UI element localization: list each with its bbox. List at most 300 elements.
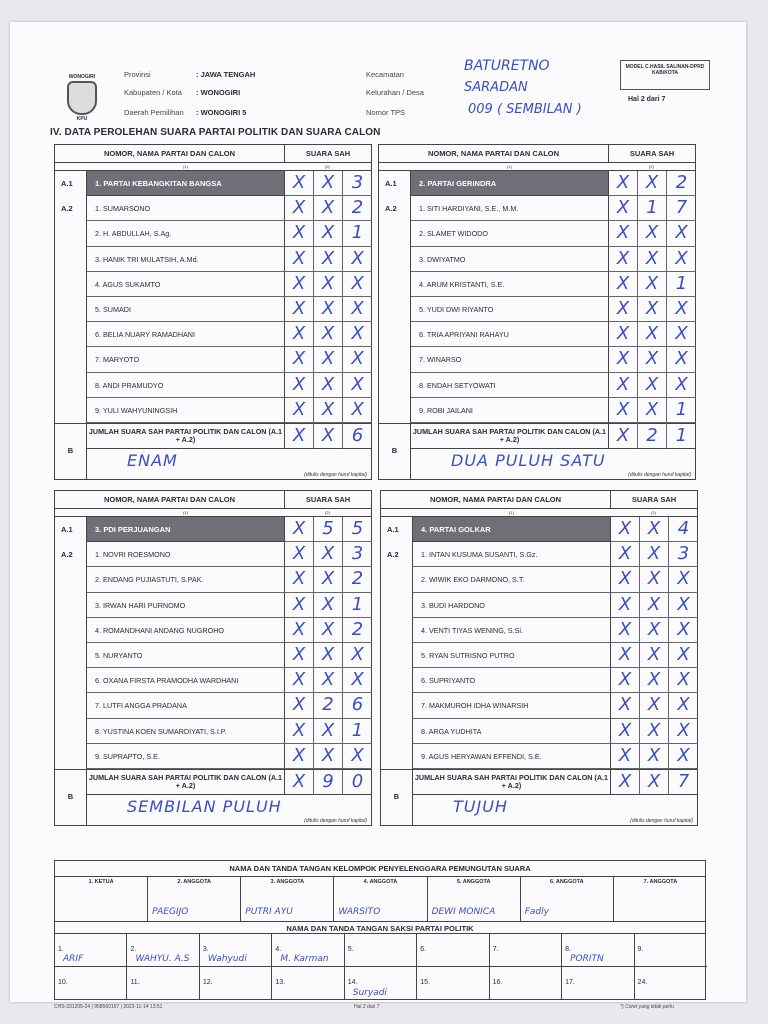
candidate-name: 6. SUPRIYANTO	[413, 668, 611, 693]
vote-digit-1[interactable]: X	[285, 347, 314, 372]
total-label: JUMLAH SUARA SAH PARTAI POLITIK DAN CALON (A.1 + A.2)	[413, 769, 611, 795]
candidate-name: 7. MAKMUROH IDHA WINARSIH	[413, 693, 611, 718]
saksi-number: 10.	[58, 979, 68, 986]
total-row	[379, 423, 695, 455]
kpps-role: 2. ANGGOTA	[177, 879, 212, 885]
candidate-name: 6. TRIA APRIYANI RAHAYU	[411, 322, 609, 347]
kpps-signature[interactable]: PAEGIJO	[152, 907, 189, 917]
vote-digit-2[interactable]: X	[640, 593, 669, 618]
vote-digit-2[interactable]: X	[640, 744, 669, 769]
vote-digit-3[interactable]: X	[667, 297, 696, 322]
vote-digit-1[interactable]: X	[285, 618, 314, 643]
candidate-name: 2. SLAMET WIDODO	[411, 221, 609, 246]
row-code	[55, 567, 87, 592]
candidate-row	[379, 347, 695, 372]
vote-digit-3[interactable]: X	[667, 221, 696, 246]
total-code: B	[55, 423, 87, 479]
vote-digit-2[interactable]: X	[640, 618, 669, 643]
vote-digit-3[interactable]: X	[667, 373, 696, 398]
vote-digit-1[interactable]: X	[285, 322, 314, 347]
candidate-name: 5. YUDI DWI RIYANTO	[411, 297, 609, 322]
kpps-member-cell	[148, 877, 241, 921]
vote-digit-3[interactable]: 4	[669, 517, 698, 542]
vote-digit-1[interactable]: X	[285, 171, 314, 196]
vote-digit-3[interactable]: X	[669, 618, 698, 643]
candidate-row	[379, 247, 695, 272]
vote-digit-1[interactable]: X	[609, 221, 638, 246]
table-header	[381, 491, 697, 509]
saksi-number: 17.	[565, 979, 575, 986]
total-digit-1[interactable]: X	[609, 423, 638, 449]
vote-digit-1[interactable]: X	[611, 693, 640, 718]
saksi-signature[interactable]: PORITN	[570, 954, 604, 964]
vote-digit-1[interactable]: X	[285, 643, 314, 668]
header-nomor-nama: NOMOR, NAMA PARTAI DAN CALON	[381, 491, 611, 509]
form-sheet	[10, 22, 746, 1010]
kpps-title: NAMA DAN TANDA TANGAN KELOMPOK PENYELENGGARA PEMUNGUTAN SUARA	[55, 861, 705, 877]
vote-digit-2[interactable]: X	[638, 347, 667, 372]
total-code: B	[55, 769, 87, 825]
table-header	[55, 491, 371, 509]
row-code	[381, 744, 413, 769]
party-row	[55, 171, 371, 196]
vote-digit-2[interactable]: X	[314, 668, 343, 693]
row-code	[55, 373, 87, 398]
vote-digit-1[interactable]: X	[611, 719, 640, 744]
row-code	[379, 247, 411, 272]
vote-digit-1[interactable]: X	[285, 373, 314, 398]
saksi-cell	[635, 967, 707, 1000]
saksi-cell	[272, 934, 344, 967]
total-digit-3[interactable]: 6	[343, 423, 372, 449]
total-digit-3[interactable]: 1	[667, 423, 696, 449]
vote-digit-1[interactable]: X	[285, 719, 314, 744]
row-code	[55, 347, 87, 372]
dapil-value: : WONOGIRI 5	[196, 108, 247, 117]
kpps-role: 5. ANGGOTA	[456, 879, 491, 885]
total-words-value[interactable]: SEMBILAN PULUH	[127, 797, 282, 816]
vote-digit-2[interactable]: X	[314, 247, 343, 272]
total-digit-3[interactable]: 0	[343, 769, 372, 795]
model-box: MODEL C.HASIL SALINAN-DPRD KAB/KOTA	[620, 60, 710, 90]
header-nomor-nama: NOMOR, NAMA PARTAI DAN CALON	[379, 145, 609, 163]
candidate-name: 2. ENDANG PUJIASTUTI, S.PAK.	[87, 567, 285, 592]
vote-digit-2[interactable]: X	[640, 719, 669, 744]
total-in-words	[411, 449, 695, 479]
candidate-name: 4. AGUS SUKAMTO	[87, 272, 285, 297]
vote-digit-2[interactable]: X	[314, 643, 343, 668]
vote-digit-1[interactable]: X	[611, 668, 640, 693]
vote-digit-3[interactable]: X	[669, 567, 698, 592]
row-code	[55, 322, 87, 347]
kpu-logo	[64, 74, 100, 130]
row-code	[379, 297, 411, 322]
vote-digit-3[interactable]: X	[669, 643, 698, 668]
kpps-signature[interactable]: Fadly	[524, 907, 549, 917]
vote-digit-2[interactable]: X	[640, 643, 669, 668]
total-label: JUMLAH SUARA SAH PARTAI POLITIK DAN CALON (A.1 + A.2)	[87, 769, 285, 795]
vote-digit-3[interactable]: X	[669, 693, 698, 718]
vote-digit-1[interactable]: X	[285, 693, 314, 718]
total-words-value[interactable]: TUJUH	[453, 797, 508, 816]
total-words-value[interactable]: ENAM	[127, 451, 178, 470]
row-code	[55, 719, 87, 744]
vote-digit-2[interactable]: X	[314, 221, 343, 246]
row-code	[55, 643, 87, 668]
row-code	[379, 322, 411, 347]
party-block-golkar	[380, 490, 698, 826]
saksi-number: 13.	[275, 979, 286, 986]
candidate-row	[381, 693, 697, 718]
total-digit-2[interactable]: 9	[314, 769, 343, 795]
kpps-member-cell	[521, 877, 614, 921]
vote-digit-2[interactable]: X	[314, 542, 343, 567]
candidate-row	[379, 272, 695, 297]
row-code	[55, 272, 87, 297]
total-label: JUMLAH SUARA SAH PARTAI POLITIK DAN CALON (A.1 + A.2)	[87, 423, 285, 449]
saksi-cell	[562, 967, 634, 1000]
vote-digit-3[interactable]: X	[669, 744, 698, 769]
candidate-name: 9. SUPRAPTO, S.E.	[87, 744, 285, 769]
column-number-2: (2)	[649, 164, 654, 169]
row-code: A.1	[379, 171, 411, 196]
candidate-row	[55, 643, 371, 668]
vote-digit-3[interactable]: 2	[343, 567, 372, 592]
vote-digit-3[interactable]: X	[669, 668, 698, 693]
column-number-2: (2)	[325, 510, 330, 515]
vote-digit-2[interactable]: X	[638, 322, 667, 347]
vote-digit-3[interactable]: X	[669, 719, 698, 744]
candidate-row	[55, 297, 371, 322]
saksi-cell	[200, 934, 272, 967]
kelurahan-value: SARADAN	[464, 80, 528, 95]
logo-text-bottom: KPU	[76, 116, 88, 122]
vote-digit-3[interactable]: 2	[343, 196, 372, 221]
candidate-row	[55, 398, 371, 423]
candidate-name: 5. RYAN SUTRISNO PUTRO	[413, 643, 611, 668]
vote-digit-3[interactable]: 7	[667, 196, 696, 221]
table-header	[379, 145, 695, 163]
vote-digit-2[interactable]: X	[314, 744, 343, 769]
column-number-row	[55, 509, 371, 517]
vote-digit-2[interactable]: X	[638, 221, 667, 246]
vote-digit-3[interactable]: 3	[343, 171, 372, 196]
vote-digit-3[interactable]: X	[343, 373, 372, 398]
vote-digit-3[interactable]: X	[343, 297, 372, 322]
vote-digit-1[interactable]: X	[609, 171, 638, 196]
total-words-value[interactable]: DUA PULUH SATU	[451, 451, 606, 470]
total-row	[55, 423, 371, 455]
saksi-cell	[272, 967, 344, 1000]
candidate-name: 8. ARGA YUDHITA	[413, 719, 611, 744]
vote-digit-1[interactable]: X	[285, 668, 314, 693]
saksi-number: 3.	[202, 946, 209, 953]
total-digit-2[interactable]: 2	[638, 423, 667, 449]
vote-digit-2[interactable]: X	[638, 171, 667, 196]
column-number-1: (1)	[509, 510, 514, 515]
candidate-name: 3. BUDI HARDONO	[413, 593, 611, 618]
vote-digit-3[interactable]: 3	[669, 542, 698, 567]
vote-digit-1[interactable]: X	[611, 618, 640, 643]
signature-section	[54, 860, 706, 1000]
kpps-signature[interactable]: WARSITO	[338, 907, 381, 917]
kpps-role: 4. ANGGOTA	[363, 879, 398, 885]
vote-digit-2[interactable]: X	[638, 373, 667, 398]
row-code	[381, 668, 413, 693]
vote-digit-3[interactable]: X	[667, 322, 696, 347]
candidate-name: 4. VENTI TIYAS WENING, S.Si.	[413, 618, 611, 643]
total-in-words	[87, 449, 371, 479]
vote-digit-1[interactable]: X	[611, 643, 640, 668]
vote-digit-3[interactable]: X	[343, 272, 372, 297]
vote-digit-1[interactable]: X	[285, 744, 314, 769]
column-number-row	[379, 163, 695, 171]
vote-digit-3[interactable]: X	[343, 668, 372, 693]
total-in-words	[87, 795, 371, 825]
kpps-member-cell	[55, 877, 148, 921]
words-note: (ditulis dengan huruf kapital)	[304, 472, 367, 478]
saksi-cell	[127, 934, 199, 967]
kpps-role: 6. ANGGOTA	[549, 879, 584, 885]
vote-digit-2[interactable]: 1	[638, 196, 667, 221]
candidate-row	[55, 744, 371, 769]
vote-digit-1[interactable]: X	[285, 247, 314, 272]
vote-digit-1[interactable]: X	[611, 542, 640, 567]
vote-digit-2[interactable]: X	[638, 272, 667, 297]
vote-digit-1[interactable]: X	[611, 517, 640, 542]
saksi-cell	[200, 967, 272, 1000]
candidate-name: 1. NOVRI ROESMONO	[87, 542, 285, 567]
row-code	[55, 593, 87, 618]
vote-digit-3[interactable]: X	[343, 398, 372, 423]
vote-digit-2[interactable]: X	[314, 272, 343, 297]
column-number-row	[55, 163, 371, 171]
total-digit-1[interactable]: X	[611, 769, 640, 795]
kecamatan-label: Kecamatan	[366, 70, 404, 79]
vote-digit-1[interactable]: X	[609, 347, 638, 372]
candidate-row	[55, 693, 371, 718]
saksi-number: 12.	[202, 979, 213, 986]
row-code	[381, 567, 413, 592]
vote-digit-3[interactable]: 1	[343, 593, 372, 618]
saksi-cell	[417, 967, 489, 1000]
candidate-row	[379, 196, 695, 221]
total-digit-3[interactable]: 7	[669, 769, 698, 795]
vote-digit-3[interactable]: 6	[343, 693, 372, 718]
row-code	[55, 247, 87, 272]
logo-text-top: WONOGIRI	[68, 74, 96, 80]
row-code	[55, 668, 87, 693]
vote-digit-1[interactable]: X	[609, 247, 638, 272]
vote-digit-3[interactable]: X	[343, 643, 372, 668]
vote-digit-2[interactable]: X	[638, 247, 667, 272]
kpps-role: 7. ANGGOTA	[643, 879, 678, 885]
vote-digit-1[interactable]: X	[611, 567, 640, 592]
vote-digit-2[interactable]: X	[314, 196, 343, 221]
vote-digit-1[interactable]: X	[609, 272, 638, 297]
total-digit-2[interactable]: X	[640, 769, 669, 795]
vote-digit-2[interactable]: X	[638, 398, 667, 423]
vote-digit-3[interactable]: 2	[343, 618, 372, 643]
vote-digit-3[interactable]: 1	[343, 719, 372, 744]
saksi-number: 16.	[492, 979, 503, 986]
vote-digit-1[interactable]: X	[285, 398, 314, 423]
candidate-row	[381, 542, 697, 567]
candidate-row	[55, 668, 371, 693]
saksi-cell	[55, 934, 127, 967]
column-number-1: (1)	[183, 510, 188, 515]
total-digit-1[interactable]: X	[285, 769, 314, 795]
vote-digit-1[interactable]: X	[609, 373, 638, 398]
party-name: 1. PARTAI KEBANGKITAN BANGSA	[87, 171, 285, 196]
total-row	[55, 769, 371, 801]
vote-digit-2[interactable]: 2	[314, 693, 343, 718]
row-code	[381, 643, 413, 668]
kpps-member-cell	[428, 877, 521, 921]
kabupaten-value: : WONOGIRI	[196, 88, 241, 97]
vote-digit-1[interactable]: X	[285, 593, 314, 618]
vote-digit-2[interactable]: X	[314, 171, 343, 196]
vote-digit-3[interactable]: 1	[667, 398, 696, 423]
vote-digit-1[interactable]: X	[285, 221, 314, 246]
vote-digit-2[interactable]: X	[314, 297, 343, 322]
candidate-name: 7. WINARSO	[411, 347, 609, 372]
column-number-2: (2)	[325, 164, 330, 169]
vote-digit-3[interactable]: 1	[667, 272, 696, 297]
vote-digit-2[interactable]: X	[314, 347, 343, 372]
row-code: A.2	[55, 196, 87, 221]
total-digit-2[interactable]: X	[314, 423, 343, 449]
total-digit-1[interactable]: X	[285, 423, 314, 449]
vote-digit-2[interactable]: X	[314, 618, 343, 643]
row-code: A.2	[381, 542, 413, 567]
candidate-row	[55, 719, 371, 744]
vote-digit-3[interactable]: 1	[343, 221, 372, 246]
column-number-1: (1)	[183, 164, 188, 169]
vote-digit-2[interactable]: X	[640, 693, 669, 718]
candidate-name: 8. ENDAH SETYOWATI	[411, 373, 609, 398]
row-code	[55, 297, 87, 322]
tps-value: 009 ( SEMBILAN )	[468, 102, 582, 117]
vote-digit-3[interactable]: 5	[343, 517, 372, 542]
vote-digit-2[interactable]: X	[314, 373, 343, 398]
vote-digit-3[interactable]: X	[667, 347, 696, 372]
kpps-signature[interactable]: PUTRI AYU	[245, 907, 293, 917]
vote-digit-2[interactable]: X	[640, 567, 669, 592]
vote-digit-2[interactable]: X	[314, 322, 343, 347]
tps-label: Nomor TPS	[366, 108, 406, 117]
vote-digit-1[interactable]: X	[285, 297, 314, 322]
vote-digit-3[interactable]: X	[343, 247, 372, 272]
saksi-signature[interactable]: ARIF	[63, 954, 84, 964]
candidate-name: 5. SUMADI	[87, 297, 285, 322]
candidate-row	[381, 618, 697, 643]
saksi-signature[interactable]: Suryadi	[352, 988, 387, 998]
vote-digit-2[interactable]: X	[314, 593, 343, 618]
column-number-1: (1)	[507, 164, 512, 169]
vote-digit-3[interactable]: 2	[667, 171, 696, 196]
total-code: B	[381, 769, 413, 825]
row-code	[55, 221, 87, 246]
party-name: 2. PARTAI GERINDRA	[411, 171, 609, 196]
vote-digit-1[interactable]: X	[285, 567, 314, 592]
vote-digit-2[interactable]: 5	[314, 517, 343, 542]
words-note: (ditulis dengan huruf kapital)	[304, 818, 367, 824]
vote-digit-1[interactable]: X	[285, 517, 314, 542]
vote-digit-2[interactable]: X	[640, 542, 669, 567]
saksi-number: 9.	[637, 946, 644, 953]
vote-digit-2[interactable]: X	[314, 719, 343, 744]
candidate-row	[379, 297, 695, 322]
vote-digit-1[interactable]: X	[609, 398, 638, 423]
saksi-cell	[345, 967, 417, 1000]
candidate-name: 5. NURYANTO	[87, 643, 285, 668]
vote-digit-1[interactable]: X	[609, 297, 638, 322]
header-suara-sah: SUARA SAH	[631, 495, 677, 504]
vote-digit-3[interactable]: X	[343, 347, 372, 372]
vote-digit-3[interactable]: X	[343, 322, 372, 347]
saksi-signature[interactable]: WAHYU. A.S	[135, 954, 190, 964]
candidate-row	[381, 744, 697, 769]
row-code: A.2	[55, 542, 87, 567]
vote-digit-1[interactable]: X	[609, 196, 638, 221]
saksi-signature[interactable]: Wahyudi	[207, 954, 247, 964]
saksi-signature[interactable]: M. Karman	[280, 954, 329, 964]
header-suara-sah: SUARA SAH	[629, 149, 675, 158]
kpps-member-cell	[241, 877, 334, 921]
vote-digit-2[interactable]: X	[314, 567, 343, 592]
vote-digit-3[interactable]: X	[343, 744, 372, 769]
candidate-row	[381, 719, 697, 744]
saksi-cell	[345, 934, 417, 967]
row-code: A.1	[55, 171, 87, 196]
vote-digit-3[interactable]: X	[669, 593, 698, 618]
vote-digit-2[interactable]: X	[638, 297, 667, 322]
candidate-row	[55, 542, 371, 567]
kecamatan-value: BATURETNO	[464, 58, 550, 74]
vote-digit-3[interactable]: X	[667, 247, 696, 272]
saksi-cell	[562, 934, 634, 967]
candidate-row	[379, 398, 695, 423]
candidate-row	[55, 347, 371, 372]
saksi-number: 14.	[347, 979, 358, 986]
column-number-2: (2)	[651, 510, 656, 515]
party-row	[379, 171, 695, 196]
vote-digit-1[interactable]: X	[285, 542, 314, 567]
party-name: 3. PDI PERJUANGAN	[87, 517, 285, 542]
vote-digit-1[interactable]: X	[285, 272, 314, 297]
candidate-row	[379, 322, 695, 347]
row-code: A.1	[381, 517, 413, 542]
row-code	[381, 618, 413, 643]
candidate-name: 8. ANDI PRAMUDYO	[87, 373, 285, 398]
vote-digit-3[interactable]: 3	[343, 542, 372, 567]
vote-digit-1[interactable]: X	[285, 196, 314, 221]
vote-digit-2[interactable]: X	[640, 668, 669, 693]
vote-digit-2[interactable]: X	[314, 398, 343, 423]
saksi-cell	[490, 934, 562, 967]
vote-digit-1[interactable]: X	[611, 593, 640, 618]
candidate-row	[55, 221, 371, 246]
vote-digit-2[interactable]: X	[640, 517, 669, 542]
saksi-number: 4.	[275, 946, 282, 953]
vote-digit-1[interactable]: X	[611, 744, 640, 769]
candidate-name: 9. AGUS HERYAWAN EFFENDI, S.E.	[413, 744, 611, 769]
vote-digit-1[interactable]: X	[609, 322, 638, 347]
kpps-signature[interactable]: DEWI MONICA	[431, 907, 496, 917]
saksi-number: 24.	[637, 979, 648, 986]
candidate-row	[55, 247, 371, 272]
